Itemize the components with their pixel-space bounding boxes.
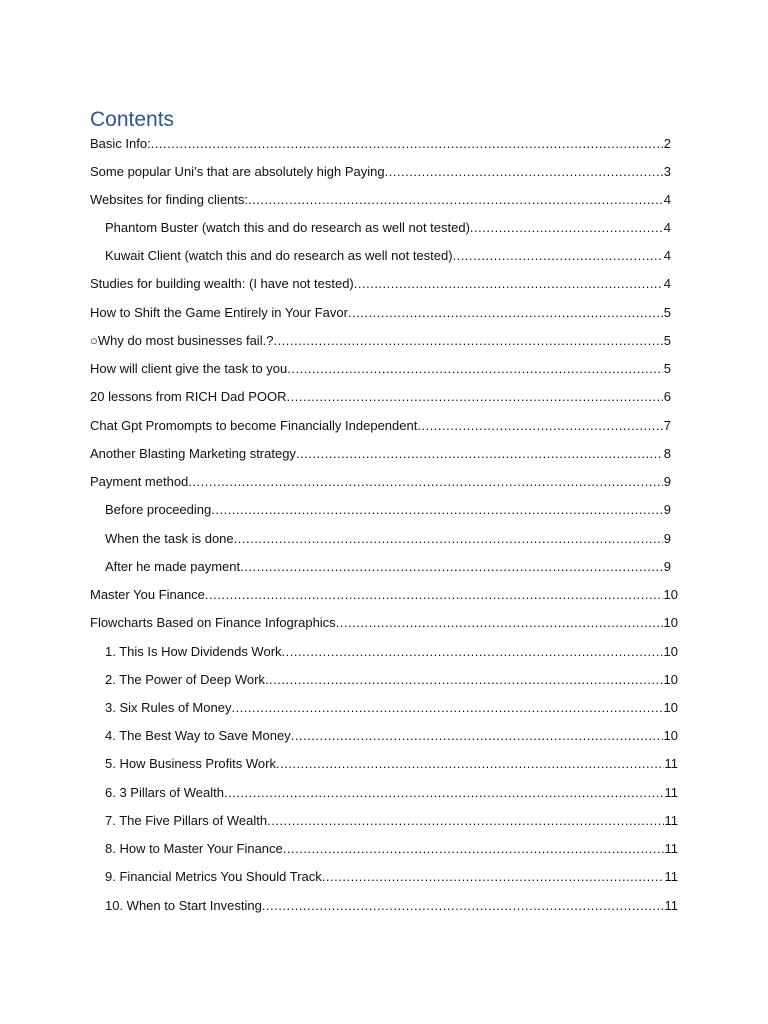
- toc-entry-task-done[interactable]: [105, 530, 671, 548]
- toc-dot-leader: [205, 586, 663, 604]
- toc-page-number: 9: [663, 559, 671, 574]
- toc-entry-title: 2. The Power of Deep Work: [105, 672, 265, 687]
- toc-page-number: 10: [663, 587, 678, 602]
- toc-dot-leader: [453, 247, 663, 265]
- toc-dot-leader: [336, 614, 663, 632]
- toc-entry-title: Chat Gpt Promompts to become Financially Independent: [90, 418, 418, 433]
- toc-entry-master-finance[interactable]: [90, 586, 678, 604]
- toc-entry-websites-for-clients[interactable]: [90, 191, 671, 209]
- toc-dot-leader: [417, 417, 662, 435]
- table-of-contents: [90, 0, 678, 1024]
- toc-page-number: 10: [663, 644, 678, 659]
- toc-page-number: 4: [663, 276, 671, 291]
- toc-entry-title: 10. When to Start Investing: [105, 898, 262, 913]
- toc-dot-leader: [240, 558, 663, 576]
- toc-entry-master-your-finance[interactable]: [105, 840, 678, 858]
- toc-dot-leader: [287, 388, 663, 406]
- toc-entry-title: How will client give the task to you: [90, 361, 288, 376]
- toc-entry-title: Phantom Buster (watch this and do research as well not tested): [105, 220, 470, 235]
- toc-entry-kuwait-client[interactable]: [105, 247, 671, 265]
- toc-entry-financial-metrics[interactable]: [105, 868, 678, 886]
- toc-page-number: 4: [663, 220, 671, 235]
- toc-entry-rich-dad-lessons[interactable]: [90, 388, 671, 406]
- toc-entry-title: Before proceeding: [105, 502, 212, 517]
- toc-dot-leader: [287, 360, 663, 378]
- toc-page-number: 11: [664, 813, 678, 828]
- toc-page-number: 4: [663, 248, 671, 263]
- toc-page-number: 8: [663, 446, 671, 461]
- toc-entry-title: 6. 3 Pillars of Wealth: [105, 785, 224, 800]
- toc-dot-leader: [273, 332, 662, 350]
- toc-page-number: 9: [663, 474, 671, 489]
- toc-page-number: 5: [663, 305, 671, 320]
- toc-entry-title: Master You Finance: [90, 587, 205, 602]
- toc-dot-leader: [296, 445, 663, 463]
- toc-dot-leader: [470, 219, 663, 237]
- toc-page-number: 11: [664, 841, 678, 856]
- toc-entry-chatgpt-prompts[interactable]: [90, 417, 671, 435]
- toc-dot-leader: [348, 304, 663, 322]
- toc-entry-after-payment[interactable]: [105, 558, 671, 576]
- toc-entry-before-proceeding[interactable]: [105, 501, 671, 519]
- toc-page-number: 10: [663, 672, 678, 687]
- toc-entry-title: Flowcharts Based on Finance Infographics: [90, 615, 336, 630]
- toc-dot-leader: [248, 191, 663, 209]
- toc-entry-three-pillars[interactable]: [105, 784, 678, 802]
- toc-entry-title: Payment method: [90, 474, 189, 489]
- toc-page-number: 9: [663, 531, 671, 546]
- toc-entry-title: Websites for finding clients:: [90, 192, 248, 207]
- toc-dot-leader: [224, 784, 664, 802]
- toc-page-number: 9: [663, 502, 671, 517]
- toc-entry-title: 5. How Business Profits Work: [105, 756, 276, 771]
- toc-entry-deep-work[interactable]: [105, 671, 678, 689]
- toc-page-number: 7: [663, 418, 671, 433]
- toc-entry-basic-info[interactable]: [90, 135, 671, 153]
- toc-entry-six-rules[interactable]: [105, 699, 678, 717]
- toc-entry-title: After he made payment: [105, 559, 241, 574]
- toc-entry-client-give-task[interactable]: [90, 360, 671, 378]
- toc-dot-leader: [231, 699, 662, 717]
- toc-page-number: 2: [663, 136, 671, 151]
- toc-entry-title: Kuwait Client (watch this and do research as well not tested): [105, 248, 453, 263]
- toc-entry-payment-method[interactable]: [90, 473, 671, 491]
- toc-entry-save-money[interactable]: [105, 727, 678, 745]
- toc-dot-leader: [151, 135, 663, 153]
- toc-entry-dividends[interactable]: [105, 643, 678, 661]
- toc-dot-leader: [234, 530, 663, 548]
- toc-entry-title: 1. This Is How Dividends Work: [105, 644, 282, 659]
- toc-dot-leader: [291, 727, 663, 745]
- toc-dot-leader: [267, 812, 663, 830]
- toc-dot-leader: [211, 501, 663, 519]
- toc-dot-leader: [282, 643, 663, 661]
- toc-heading: Contents: [90, 108, 175, 131]
- toc-entry-title: Basic Info:: [90, 136, 151, 151]
- toc-page-number: 5: [663, 361, 671, 376]
- toc-entry-business-profits[interactable]: [105, 755, 678, 773]
- toc-dot-leader: [322, 868, 664, 886]
- toc-page-number: 4: [663, 192, 671, 207]
- toc-page-number: 11: [664, 869, 678, 884]
- toc-entry-studies-building-wealth[interactable]: [90, 275, 671, 293]
- toc-entry-marketing-strategy[interactable]: [90, 445, 671, 463]
- toc-page-number: 3: [663, 164, 671, 179]
- toc-entry-popular-unis[interactable]: [90, 163, 671, 181]
- toc-entry-title: How to Shift the Game Entirely in Your Favor: [90, 305, 348, 320]
- toc-entry-title: ○Why do most businesses fail.?: [90, 333, 274, 348]
- toc-entry-title: 20 lessons from RICH Dad POOR: [90, 389, 287, 404]
- toc-entry-title: 7. The Five Pillars of Wealth: [105, 813, 268, 828]
- toc-dot-leader: [262, 897, 664, 915]
- toc-entry-title: 3. Six Rules of Money: [105, 700, 232, 715]
- toc-page-number: 5: [663, 333, 671, 348]
- toc-entry-title: 4. The Best Way to Save Money: [105, 728, 291, 743]
- toc-entry-flowcharts[interactable]: [90, 614, 678, 632]
- toc-page-number: 11: [664, 785, 678, 800]
- toc-page-number: 10: [663, 700, 678, 715]
- toc-entry-title: 8. How to Master Your Finance: [105, 841, 283, 856]
- toc-entry-title: Another Blasting Marketing strategy: [90, 446, 296, 461]
- toc-page-number: 6: [663, 389, 671, 404]
- toc-entry-title: Some popular Uni’s that are absolutely high Paying: [90, 164, 385, 179]
- toc-entry-five-pillars[interactable]: [105, 812, 678, 830]
- toc-entry-title: 9. Financial Metrics You Should Track: [105, 869, 322, 884]
- toc-page-number: 10: [663, 728, 678, 743]
- toc-entry-businesses-fail[interactable]: [90, 332, 671, 350]
- toc-dot-leader: [385, 163, 663, 181]
- toc-entry-title: Studies for building wealth: (I have not tested): [90, 276, 354, 291]
- toc-entry-start-investing[interactable]: [105, 897, 678, 915]
- toc-entry-title: When the task is done: [105, 531, 234, 546]
- toc-entry-phantom-buster[interactable]: [105, 219, 671, 237]
- toc-entry-shift-the-game[interactable]: [90, 304, 671, 322]
- toc-dot-leader: [283, 840, 664, 858]
- toc-page-number: 10: [663, 615, 678, 630]
- toc-dot-leader: [265, 671, 663, 689]
- toc-dot-leader: [354, 275, 663, 293]
- toc-dot-leader: [276, 755, 664, 773]
- toc-dot-leader: [188, 473, 662, 491]
- toc-page-number: 11: [664, 898, 678, 913]
- toc-page-number: 11: [664, 756, 678, 771]
